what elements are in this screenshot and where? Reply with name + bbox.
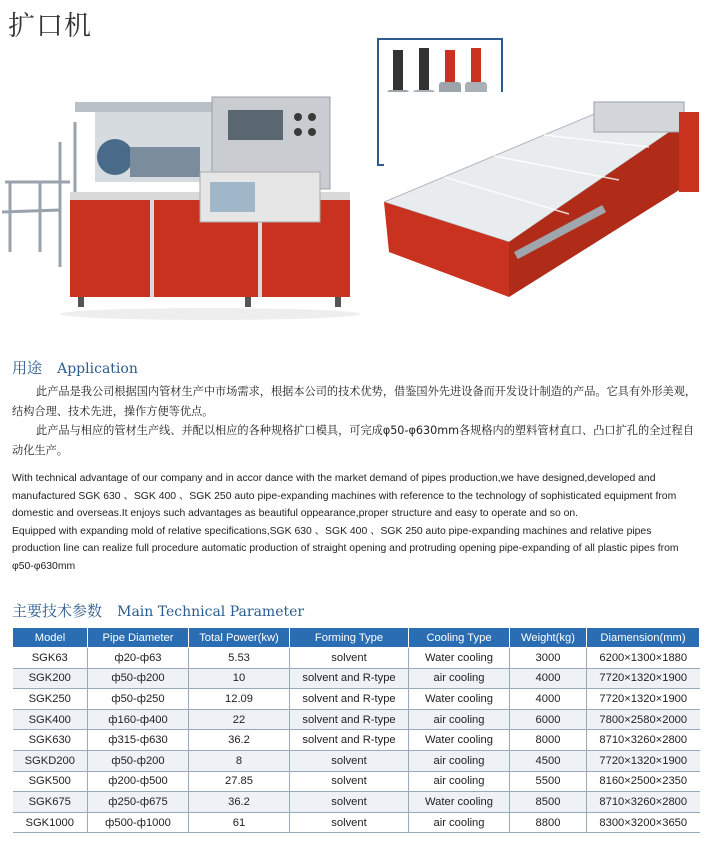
table-cell: Water cooling <box>409 689 510 710</box>
belling-machine-photo <box>0 82 362 328</box>
parameter-table <box>12 627 700 833</box>
column-header: Model <box>13 628 88 648</box>
table-cell: 8160×2500×2350 <box>587 771 700 792</box>
table-cell: SGK500 <box>13 771 88 792</box>
table-cell: 6000 <box>510 709 587 730</box>
table-cell: solvent <box>290 792 409 813</box>
table-cell: SGKD200 <box>13 750 88 771</box>
table-cell: ф200-ф500 <box>88 771 189 792</box>
table-cell: ф50-ф200 <box>88 668 189 689</box>
table-cell: SGK400 <box>13 709 88 730</box>
table-cell: 8000 <box>510 730 587 751</box>
application-heading-en: Application <box>57 361 138 377</box>
table-cell: ф50-ф200 <box>88 750 189 771</box>
parameters-heading-cn: 主要技术参数 <box>12 602 103 620</box>
table-cell: 7720×1320×1900 <box>587 689 700 710</box>
pipe-belling-line-photo <box>384 92 704 307</box>
table-cell: ф315-ф630 <box>88 730 189 751</box>
application-en-paragraph: Equipped with expanding mold of relative specifications,SGK 630 、SGK 400 、SGK 250 auto pipe-expanding machines and relative pipes production line can realize full procedure automatic production of straight opening and protruding opening pipe-expanding of all plastic pipes from φ50-φ630mm <box>12 525 679 572</box>
table-row <box>13 812 700 833</box>
table-cell: 7720×1320×1900 <box>587 668 700 689</box>
table-cell: 61 <box>189 812 290 833</box>
application-en-paragraph: With technical advantage of our company and in accor dance with the market demand of pipes production,we have designed,developed and manufactured SGK 630 、SGK 400 、SGK 250 auto pipe-expanding machines with reference to the technology of sophisticated equipment from domestic and overseas.It enjoys such advantages as beautiful oppearance,proper structure and easy to operate and so on. <box>12 473 677 520</box>
table-cell: SGK250 <box>13 689 88 710</box>
table-cell: SGK630 <box>13 730 88 751</box>
table-cell: 8710×3260×2800 <box>587 730 700 751</box>
column-header: Total Power(kw) <box>189 628 290 648</box>
parameters-heading <box>12 600 304 621</box>
table-cell: 5.53 <box>189 648 290 669</box>
table-cell: 8500 <box>510 792 587 813</box>
page-title: 扩口机 <box>8 11 92 42</box>
column-header: Forming Type <box>290 628 409 648</box>
application-cn-paragraph: 此产品与相应的管材生产线、并配以相应的各种规格扩口模具，可完成φ50-φ630mm各规格内的塑料管材直口、凸口扩孔的全过程自动化生产。 <box>12 424 694 457</box>
table-cell: 6200×1300×1880 <box>587 648 700 669</box>
table-cell: 8800 <box>510 812 587 833</box>
table-cell: 4000 <box>510 668 587 689</box>
column-header: Diamension(mm) <box>587 628 700 648</box>
table-cell: solvent <box>290 750 409 771</box>
table-cell: 10 <box>189 668 290 689</box>
table-cell: air cooling <box>409 771 510 792</box>
table-cell: ф500-ф1000 <box>88 812 189 833</box>
table-cell: 8710×3260×2800 <box>587 792 700 813</box>
table-cell: 7720×1320×1900 <box>587 750 700 771</box>
table-cell: SGK1000 <box>13 812 88 833</box>
table-cell: solvent and R-type <box>290 730 409 751</box>
table-cell: solvent and R-type <box>290 668 409 689</box>
table-cell: 8 <box>189 750 290 771</box>
table-cell: 3000 <box>510 648 587 669</box>
parameters-heading-en: Main Technical Parameter <box>117 604 305 620</box>
table-cell: ф20-ф63 <box>88 648 189 669</box>
table-row <box>13 730 700 751</box>
table-cell: 36.2 <box>189 730 290 751</box>
table-cell: 12.09 <box>189 689 290 710</box>
application-heading <box>12 357 138 378</box>
application-cn-text <box>12 382 700 460</box>
table-cell: solvent <box>290 771 409 792</box>
table-row <box>13 709 700 730</box>
table-cell: 7800×2580×2000 <box>587 709 700 730</box>
table-row <box>13 668 700 689</box>
table-cell: 8300×3200×3650 <box>587 812 700 833</box>
table-cell: 4000 <box>510 689 587 710</box>
table-cell: Water cooling <box>409 792 510 813</box>
table-cell: solvent and R-type <box>290 689 409 710</box>
application-en-text <box>12 470 702 576</box>
table-cell: 5500 <box>510 771 587 792</box>
table-cell: air cooling <box>409 668 510 689</box>
table-cell: Water cooling <box>409 648 510 669</box>
table-row <box>13 648 700 669</box>
table-row <box>13 771 700 792</box>
table-cell: air cooling <box>409 750 510 771</box>
table-cell: SGK63 <box>13 648 88 669</box>
table-cell: solvent <box>290 648 409 669</box>
table-cell: 27.85 <box>189 771 290 792</box>
table-row <box>13 689 700 710</box>
table-cell: Water cooling <box>409 730 510 751</box>
table-header-row <box>13 628 700 648</box>
table-cell: 22 <box>189 709 290 730</box>
table-cell: 4500 <box>510 750 587 771</box>
table-cell: solvent <box>290 812 409 833</box>
table-cell: ф250-ф675 <box>88 792 189 813</box>
table-cell: SGK675 <box>13 792 88 813</box>
table-cell: air cooling <box>409 812 510 833</box>
column-header: Cooling Type <box>409 628 510 648</box>
table-cell: SGK200 <box>13 668 88 689</box>
application-heading-cn: 用途 <box>12 359 43 377</box>
table-cell: ф50-ф250 <box>88 689 189 710</box>
table-cell: ф160-ф400 <box>88 709 189 730</box>
application-cn-paragraph: 此产品是我公司根据国内管材生产中市场需求，根据本公司的技术优势，借鉴国外先进设备而开发设计制造的产品。它具有外形美观，结构合理、技术先进，操作方便等优点。 <box>12 385 697 418</box>
table-cell: 36.2 <box>189 792 290 813</box>
column-header: Weight(kg) <box>510 628 587 648</box>
table-row <box>13 792 700 813</box>
column-header: Pipe Diameter <box>88 628 189 648</box>
table-row <box>13 750 700 771</box>
table-cell: air cooling <box>409 709 510 730</box>
table-cell: solvent and R-type <box>290 709 409 730</box>
